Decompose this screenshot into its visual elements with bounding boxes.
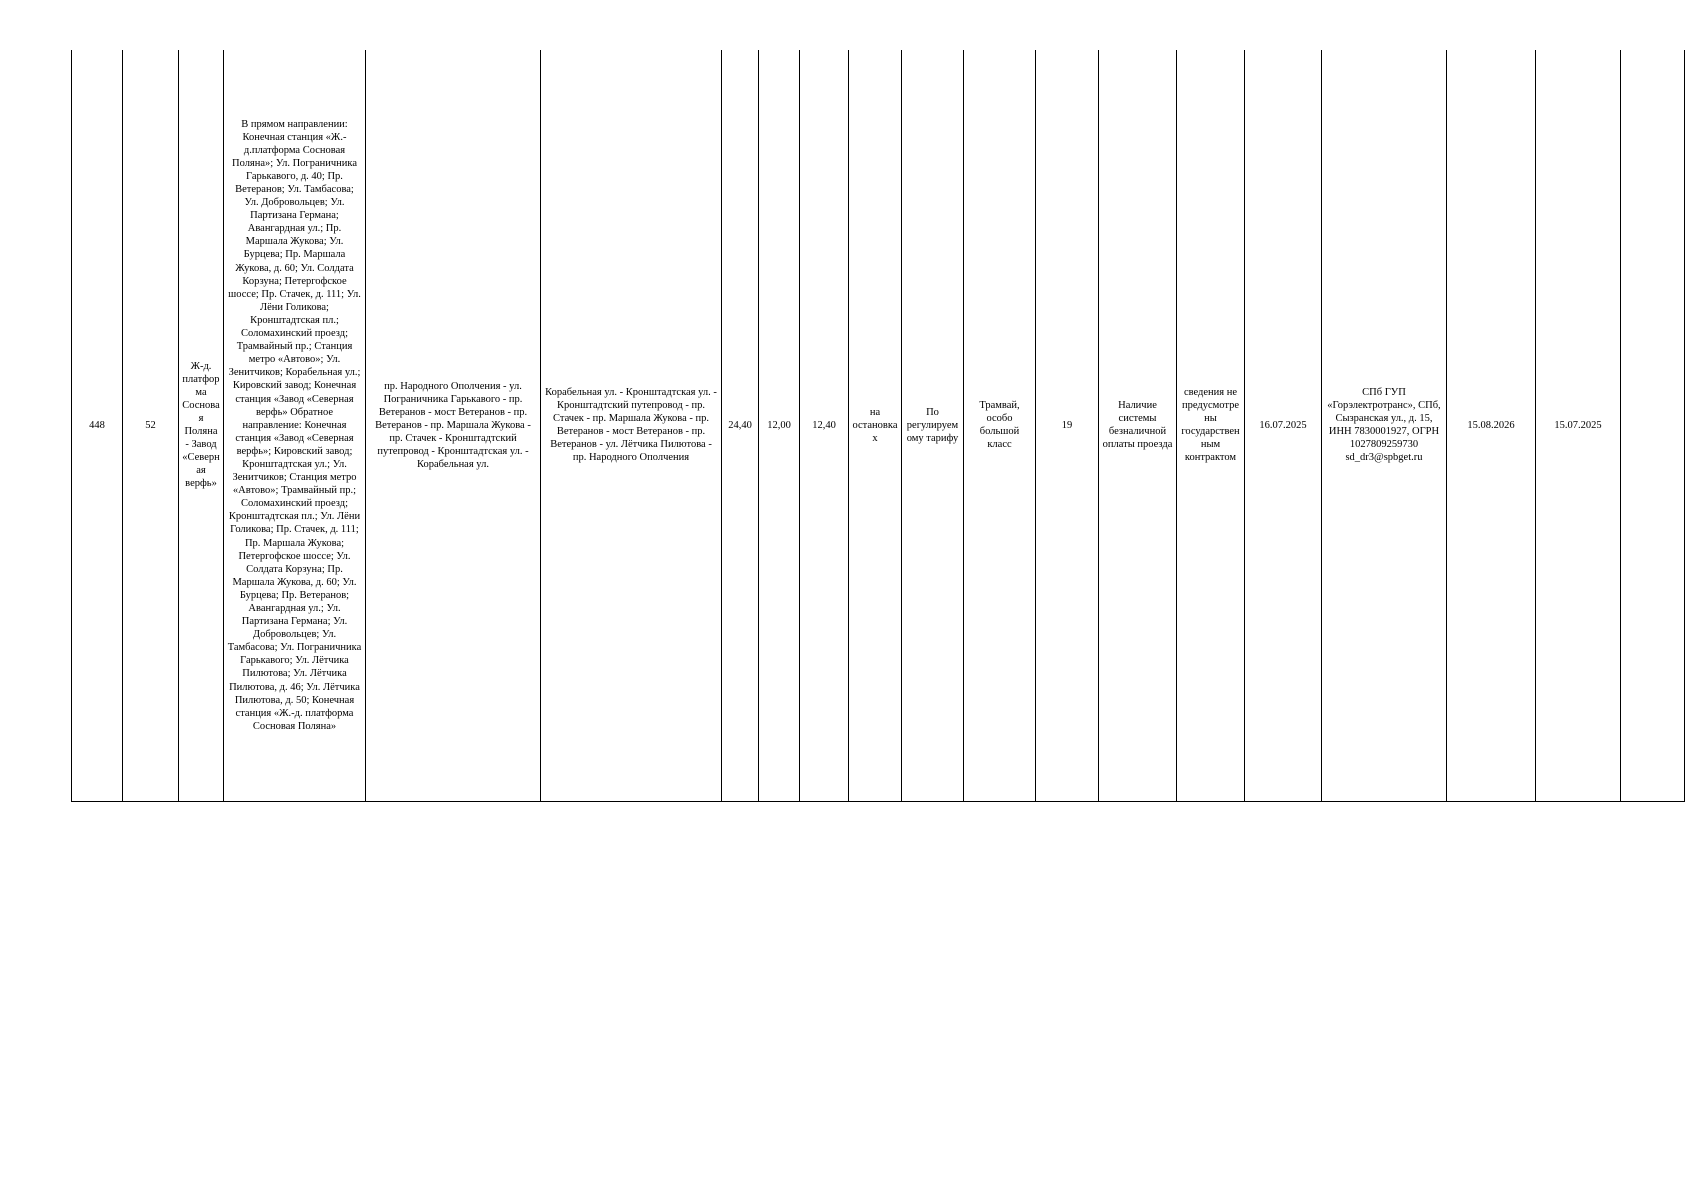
end-date-cell: 15.08.2026	[1447, 50, 1536, 801]
length-backward-cell: 12,00	[759, 50, 800, 801]
start-date-cell: 16.07.2025	[1245, 50, 1322, 801]
next-date-cell: 15.07.2025	[1536, 50, 1621, 801]
table-row	[72, 50, 1685, 801]
registry-number-cell: 448	[72, 50, 123, 801]
length-total-cell: 12,40	[800, 50, 849, 801]
route-name-cell: Ж-д. платформа Сосновая Поляна - Завод «Северная верфь»	[179, 50, 224, 801]
streets-forward-cell: пр. Народного Ополчения - ул. Пограничника Гарькавого - пр. Ветеранов - мост Ветеранов - пр. Ветеранов - пр. Маршала Жукова - пр. Стачек - Кронштадтский путепровод - Кронштадтская ул. - Корабельная ул.	[366, 50, 541, 801]
contract-info-cell: сведения не предусмотрены государственным контрактом	[1177, 50, 1245, 801]
vehicle-characteristics-cell: Наличие системы безналичной оплаты проезда	[1099, 50, 1177, 801]
route-number-cell: 52	[123, 50, 179, 801]
streets-backward-cell: Корабельная ул. - Кронштадтская ул. - Кронштадтский путепровод - пр. Стачек - пр. Маршала Жукова - пр. Ветеранов - мост Ветеранов - пр. Ветеранов - ул. Лётчика Пилютова - пр. Народного Ополчения	[541, 50, 722, 801]
length-forward-cell: 24,40	[722, 50, 759, 801]
tariff-type-cell: По регулируемому тарифу	[902, 50, 964, 801]
empty-cell	[1621, 50, 1685, 801]
carrier-cell: СПб ГУП «Горэлектротранс», СПб, Сызранская ул., д. 15, ИНН 7830001927, ОГРН 1027809259730 sd_dr3@spbget.ru	[1322, 50, 1447, 801]
vehicle-count-cell: 19	[1036, 50, 1099, 801]
stops-list-cell: В прямом направлении: Конечная станция «Ж.-д.платформа Сосновая Поляна»; Ул. Пограничника Гарькавого, д. 40; Пр. Ветеранов; Ул. Тамбасова; Ул. Добровольцев; Ул. Партизана Германа; Авангардная ул.; Пр. Маршала Жукова; Ул. Бурцева; Пр. Маршала Жукова, д. 60; Ул. Солдата Корзуна; Петергофское шоссе; Пр. Стачек, д. 111; Ул. Лёни Голикова; Кронштадтская пл.; Соломахинский проезд; Трамвайный пр.; Станция метро «Автово»; Ул. Зенитчиков; Корабельная ул.; Кировский завод; Конечная станция «Завод «Северная верфь» Обратное направление: Конечная станция «Завод «Северная верфь»; Кировский завод; Кронштадтская ул.; Ул. Зенитчиков; Станция метро «Автово»; Трамвайный пр.; Соломахинский проезд; Кронштадтская пл.; Ул. Лёни Голикова; Пр. Стачек, д. 111; Пр. Маршала Жукова; Петергофское шоссе; Ул. Солдата Корзуна; Пр. Маршала Жукова, д. 60; Ул. Бурцева; Пр. Ветеранов; Авангардная ул.; Ул. Партизана Германа; Ул. Добровольцев; Ул. Тамбасова; Ул. Пограничника Гарькавого; Ул. Лётчика Пилютова; Ул. Лётчика Пилютова, д. 46; Ул. Лётчика Пилютова, д. 50; Конечная станция «Ж.-д. платформа Сосновая Поляна»	[224, 50, 366, 801]
vehicle-class-cell: Трамвай, особо большой класс	[964, 50, 1036, 801]
stop-order-cell: на остановках	[849, 50, 902, 801]
route-registry-table	[71, 50, 1685, 802]
